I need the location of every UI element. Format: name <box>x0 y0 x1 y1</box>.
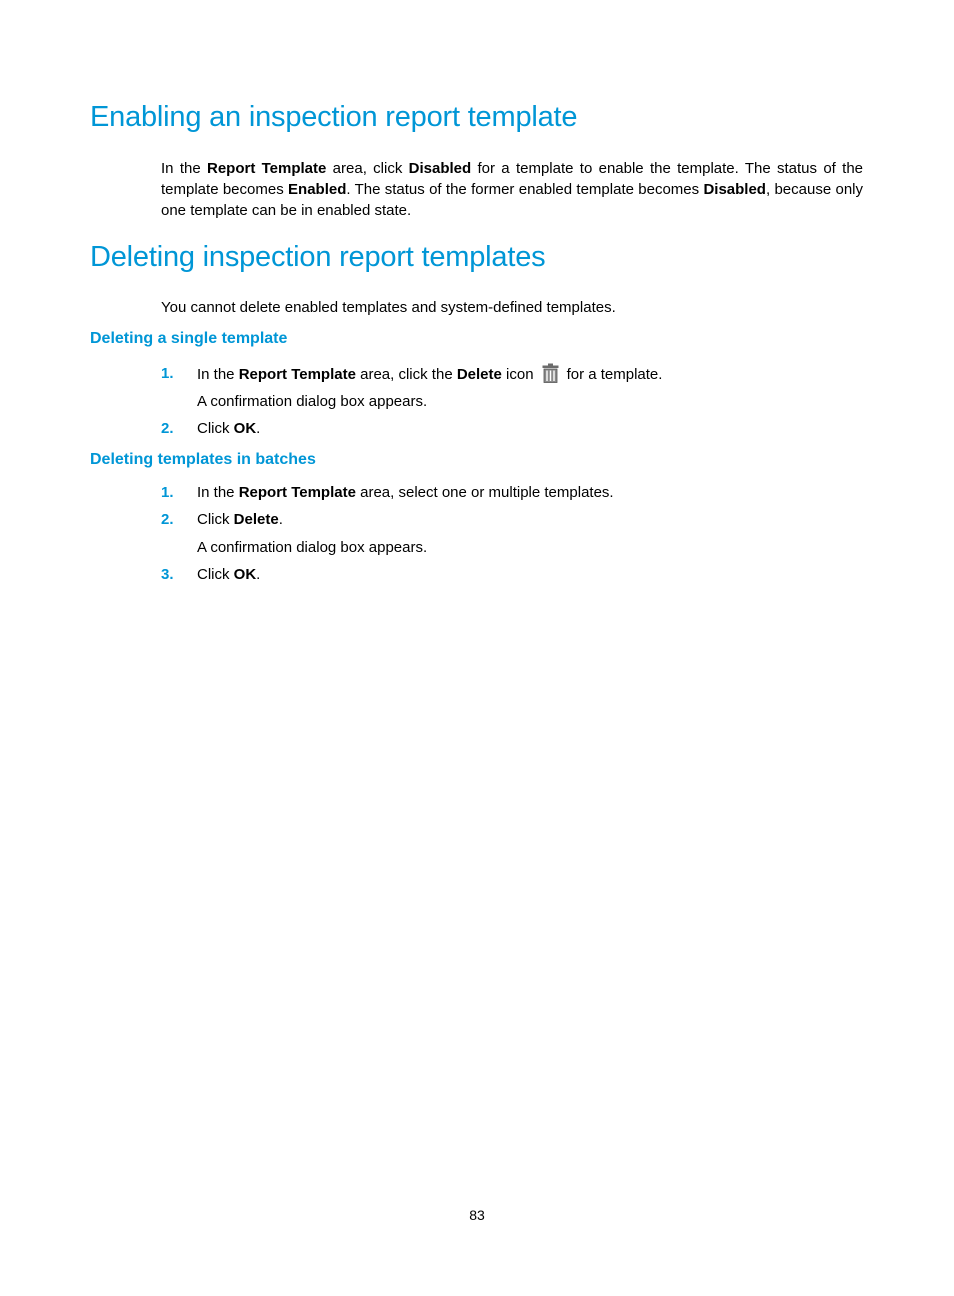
enabling-paragraph: In the Report Template area, click Disabled for a template to enable the template. The status of the template becomes Enabled. The status of the former enabled template becomes Disabled, because only one template can be in enabled state. <box>161 160 864 219</box>
subsection-title-batch: Deleting templates in batches <box>90 451 316 468</box>
enabled-label: Enabled <box>288 181 347 198</box>
page-number: 83 <box>469 1207 485 1223</box>
report-template-label: Report Template <box>206 160 327 177</box>
subsection-title-single: Deleting a single template <box>90 330 288 347</box>
batch-step-1: In the Report Template area, select one or multiple templates. <box>197 484 614 501</box>
section-title-enabling: Enabling an inspection report template <box>90 101 578 133</box>
step-number: 2. <box>161 511 174 528</box>
disabled-label: Disabled <box>408 160 472 177</box>
batch-step-3: Click OK. <box>197 566 261 583</box>
step-number: 2. <box>161 420 174 437</box>
trash-icon <box>542 363 559 383</box>
step-number: 1. <box>161 484 174 501</box>
deleting-intro: You cannot delete enabled templates and system-defined templates. <box>161 299 616 316</box>
confirmation-note: A confirmation dialog box appears. <box>197 539 428 556</box>
single-step-1: In the Report Template area, click the Delete icon for a template. <box>197 363 662 385</box>
single-step-2: Click OK. <box>197 420 261 437</box>
confirmation-note: A confirmation dialog box appears. <box>197 393 428 410</box>
batch-step-2: Click Delete. <box>197 511 283 528</box>
step-number: 1. <box>161 365 174 382</box>
section-title-deleting: Deleting inspection report templates <box>90 241 546 273</box>
step-number: 3. <box>161 566 174 583</box>
disabled-label: Disabled <box>703 181 766 198</box>
